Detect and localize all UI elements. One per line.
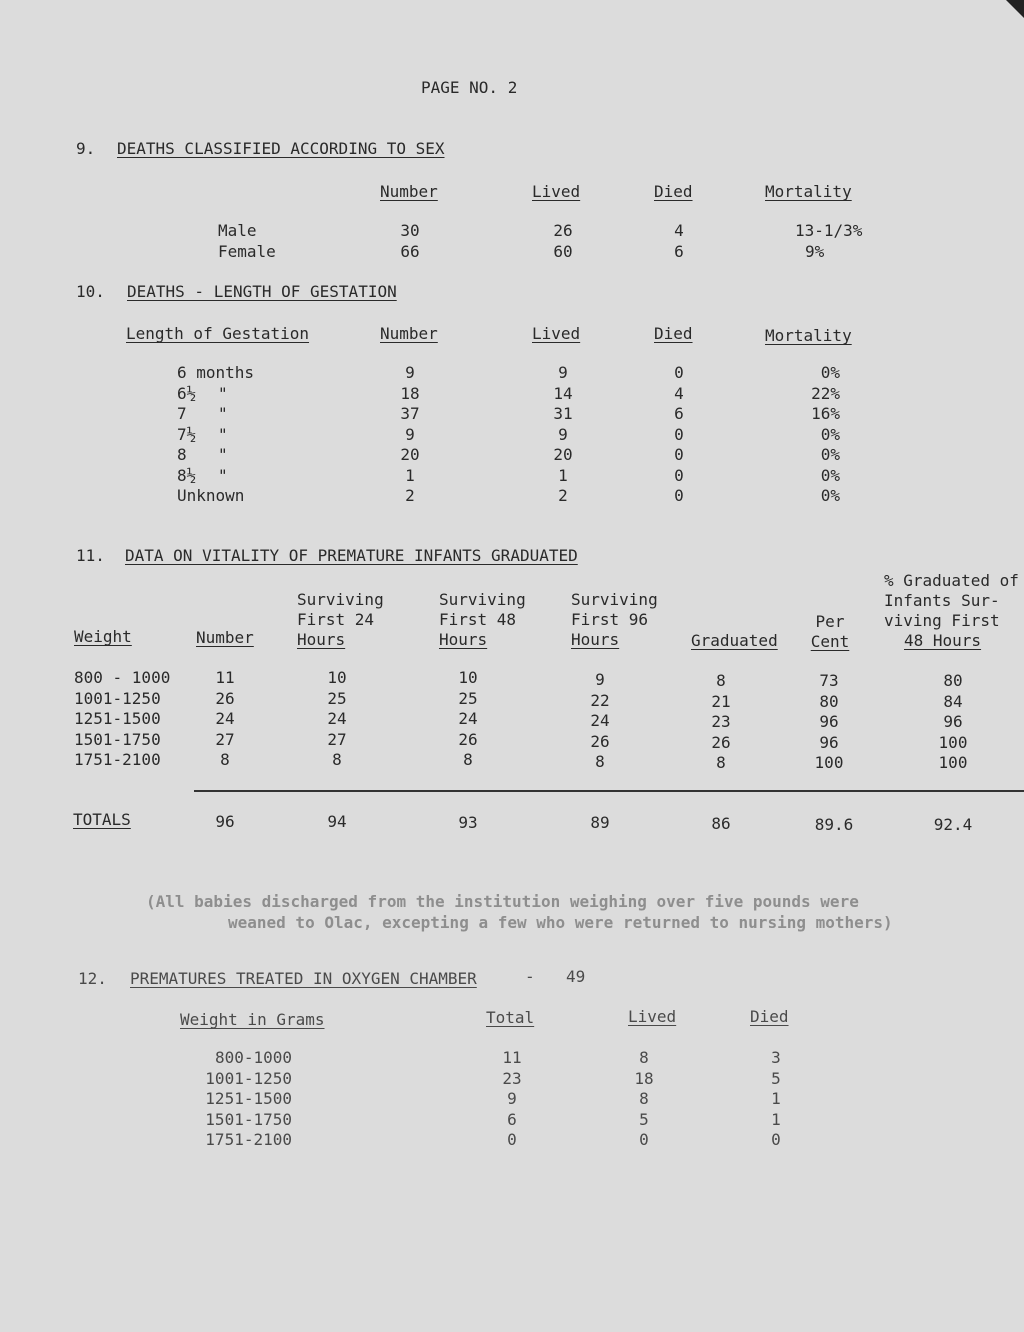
s9-header-lived: Lived [532, 182, 581, 201]
s9-row-mortality: 9% [805, 242, 825, 261]
s11-header-line: Infants Sur- [884, 591, 1000, 610]
s9-header-number: Number [380, 182, 438, 201]
totals-rule [194, 790, 1024, 792]
s12-row-died: 1 [771, 1089, 781, 1108]
section-10-title: DEATHS - LENGTH OF GESTATION [127, 282, 397, 301]
s10-row-lived: 9 [558, 363, 568, 382]
s11-header-graduated: Graduated [691, 631, 778, 650]
s10-header-mortality: Mortality [765, 326, 852, 345]
s9-row-number: 66 [400, 242, 420, 261]
s11-total-s96: 89 [590, 813, 610, 832]
s9-row-label: Female [218, 242, 276, 261]
s11-header-surviving-24 [297, 590, 384, 650]
page-corner [1006, 0, 1024, 18]
s11-total-graduated: 86 [711, 814, 731, 833]
s10-row-mortality: 0% [820, 465, 840, 485]
s12-row-weight: 1251-1500 [205, 1089, 292, 1108]
s11-row-weight: 1501-1750 [74, 729, 161, 749]
s10-row-died: 0 [674, 363, 684, 382]
s10-row-mortality: 0% [820, 486, 840, 505]
s10-row-died: 4 [674, 383, 684, 403]
section-12-count: 49 [566, 967, 586, 986]
section-11-title: DATA ON VITALITY OF PREMATURE INFANTS GRADUATED [125, 546, 578, 565]
s11-row-graduated: 26 [711, 732, 731, 752]
s10-row-lived: 14 [553, 383, 573, 403]
s11-header-weight: Weight [74, 627, 132, 646]
s11-row-s96: 8 [595, 752, 605, 771]
s10-row-mortality: 0% [820, 363, 840, 382]
s9-row-label: Male [218, 221, 257, 240]
s11-row-s96: 9 [595, 670, 605, 689]
s11-row-percent: 100 [814, 753, 844, 772]
s11-header-line: Surviving [439, 590, 526, 609]
s11-header-line: Cent [810, 632, 850, 651]
s11-row-s24: 10 [327, 668, 347, 687]
s10-row-died: 0 [674, 424, 684, 444]
s11-row-s24: 8 [332, 750, 342, 769]
s9-row-number: 30 [400, 221, 420, 240]
note-line-1: (All babies discharged from the institution weighing over five pounds were [146, 892, 859, 911]
s11-totals-label: TOTALS [73, 810, 131, 829]
s12-header-died: Died [750, 1007, 789, 1026]
s9-row-died: 4 [674, 221, 684, 240]
s10-header-number: Number [380, 324, 438, 343]
s10-row-number: 1 [405, 465, 415, 485]
s12-row-died: 5 [771, 1068, 781, 1088]
s12-row-weight: 1751-2100 [205, 1130, 292, 1149]
s9-row-died: 6 [674, 242, 684, 261]
s10-row-period: 6½ [177, 383, 197, 403]
s11-header-line: Hours [297, 630, 346, 649]
s12-row-total: 11 [502, 1048, 522, 1067]
section-9-number: 9. [76, 139, 96, 158]
section-11-number: 11. [76, 546, 105, 565]
s10-row-period: 6 months [177, 363, 255, 382]
s12-header-weight: Weight in Grams [180, 1010, 325, 1029]
s11-row-weight: 1001-1250 [74, 688, 161, 708]
s11-header-surviving-96 [571, 590, 658, 650]
s11-total-s48: 93 [458, 813, 478, 832]
s11-row-s24: 27 [327, 729, 347, 749]
s11-row-graduated: 8 [716, 753, 726, 772]
s9-row-lived: 26 [553, 221, 573, 240]
s11-row-s48: 24 [458, 709, 478, 728]
s11-row-percent: 73 [819, 671, 839, 690]
s11-header-number: Number [196, 628, 254, 647]
s11-header-line: viving First [884, 611, 1000, 630]
s12-row-total: 6 [507, 1109, 517, 1129]
s10-row-mortality: 16% [811, 404, 840, 423]
s12-row-weight: 1001-1250 [205, 1068, 292, 1088]
s12-row-total: 9 [507, 1089, 517, 1108]
s10-row-ditto-mark: " [218, 404, 228, 423]
s11-row-graduated: 8 [716, 671, 726, 690]
s10-row-number: 18 [400, 383, 420, 403]
s11-row-weight: 1251-1500 [74, 709, 161, 728]
section-10-number: 10. [76, 282, 105, 301]
s11-total-number: 96 [215, 812, 235, 831]
s10-header-lived: Lived [532, 324, 581, 343]
s11-total-s24: 94 [327, 812, 347, 831]
s11-row-s96: 26 [590, 731, 610, 751]
s11-row-pct-graduated: 80 [943, 671, 963, 690]
s12-row-lived: 5 [639, 1109, 649, 1129]
s11-row-weight: 1751-2100 [74, 750, 161, 769]
s10-row-ditto-mark: " [218, 445, 228, 464]
s10-header-died: Died [654, 324, 693, 343]
s10-row-mortality: 0% [820, 424, 840, 444]
s11-row-percent: 80 [819, 691, 839, 711]
s11-row-pct-graduated: 100 [938, 753, 968, 772]
s11-header-line: 48 Hours [904, 631, 982, 650]
s11-header-per-cent [808, 612, 852, 652]
section-12-number: 12. [78, 969, 107, 988]
s12-row-died: 3 [771, 1048, 781, 1067]
s10-row-period: 8½ [177, 465, 197, 485]
s12-row-lived: 18 [634, 1068, 654, 1088]
s11-row-number: 11 [215, 668, 235, 687]
s10-row-period: 7½ [177, 424, 197, 444]
s10-row-number: 37 [400, 404, 420, 423]
s12-row-lived: 0 [639, 1130, 649, 1149]
s11-row-s48: 26 [458, 729, 478, 749]
s11-header-line: Hours [571, 630, 620, 649]
s9-header-died: Died [654, 182, 693, 201]
s11-header-line: First 96 [571, 610, 649, 629]
page-header: PAGE NO. 2 [421, 78, 518, 97]
note-line-2: weaned to Olac, excepting a few who were returned to nursing mothers) [228, 913, 893, 932]
s11-row-graduated: 23 [711, 712, 731, 731]
s11-header-line: First 48 [439, 610, 517, 629]
s11-row-pct-graduated: 100 [938, 732, 968, 752]
s11-row-number: 8 [220, 750, 230, 769]
s12-row-died: 1 [771, 1109, 781, 1129]
s11-row-pct-graduated: 84 [943, 691, 963, 711]
s11-row-s96: 22 [590, 690, 610, 710]
s11-row-number: 26 [215, 688, 235, 708]
s10-row-mortality: 0% [820, 445, 840, 464]
s10-row-ditto-mark: " [218, 465, 228, 485]
section-12-title: PREMATURES TREATED IN OXYGEN CHAMBER [130, 969, 477, 988]
s11-row-s48: 10 [458, 668, 478, 687]
s10-row-ditto-mark: " [218, 424, 228, 444]
s9-header-mortality: Mortality [765, 182, 852, 201]
s10-row-lived: 9 [558, 424, 568, 444]
s10-row-died: 6 [674, 404, 684, 423]
s11-header-line: % Graduated of [884, 571, 1019, 590]
s12-row-died: 0 [771, 1130, 781, 1149]
s11-header-surviving-48 [439, 590, 526, 650]
s12-row-total: 23 [502, 1068, 522, 1088]
s10-row-number: 9 [405, 424, 415, 444]
s12-row-weight: 1501-1750 [205, 1109, 292, 1129]
s11-row-weight: 800 - 1000 [74, 668, 171, 687]
s10-row-period: 7 [177, 404, 187, 423]
s10-row-ditto-mark: " [218, 383, 228, 403]
s10-row-lived: 31 [553, 404, 573, 423]
s11-total-percent: 89.6 [814, 815, 854, 834]
s11-row-percent: 96 [819, 712, 839, 731]
s11-header-line: Per [815, 612, 845, 631]
s12-header-lived: Lived [628, 1007, 677, 1026]
s10-row-lived: 20 [553, 445, 573, 464]
section-12-dash: - [525, 967, 535, 986]
s12-row-weight: 800-1000 [214, 1048, 292, 1067]
s9-row-lived: 60 [553, 242, 573, 261]
s10-row-number: 2 [405, 486, 415, 505]
s9-row-mortality: 13-1/3% [795, 221, 863, 240]
s10-row-number: 20 [400, 445, 420, 464]
s10-row-died: 0 [674, 486, 684, 505]
s11-row-graduated: 21 [711, 691, 731, 711]
s10-row-period: 8 [177, 445, 187, 464]
s11-header-line: Hours [439, 630, 488, 649]
s10-row-period: Unknown [177, 486, 245, 505]
s11-row-s24: 24 [327, 709, 347, 728]
section-9-title: DEATHS CLASSIFIED ACCORDING TO SEX [117, 139, 445, 158]
s11-header-line: Surviving [571, 590, 658, 609]
s10-row-lived: 1 [558, 465, 568, 485]
s12-header-total: Total [486, 1008, 535, 1027]
s11-row-percent: 96 [819, 732, 839, 752]
s11-row-number: 27 [215, 729, 235, 749]
s11-row-s48: 25 [458, 688, 478, 708]
s10-row-died: 0 [674, 465, 684, 485]
s11-total-pct-graduated: 92.4 [933, 815, 973, 834]
s11-header-line: First 24 [297, 610, 375, 629]
s11-row-s48: 8 [463, 750, 473, 769]
s12-row-lived: 8 [639, 1089, 649, 1108]
s10-header-gestation: Length of Gestation [126, 324, 310, 343]
s10-row-number: 9 [405, 363, 415, 382]
s11-row-pct-graduated: 96 [943, 712, 963, 731]
s10-row-mortality: 22% [811, 383, 840, 403]
s11-row-number: 24 [215, 709, 235, 728]
s11-row-s96: 24 [590, 711, 610, 730]
s11-header-line: Surviving [297, 590, 384, 609]
s11-row-s24: 25 [327, 688, 347, 708]
s12-row-total: 0 [507, 1130, 517, 1149]
s10-row-died: 0 [674, 445, 684, 464]
s10-row-lived: 2 [558, 486, 568, 505]
s12-row-lived: 8 [639, 1048, 649, 1067]
s11-header-pct-graduated [884, 571, 1019, 651]
